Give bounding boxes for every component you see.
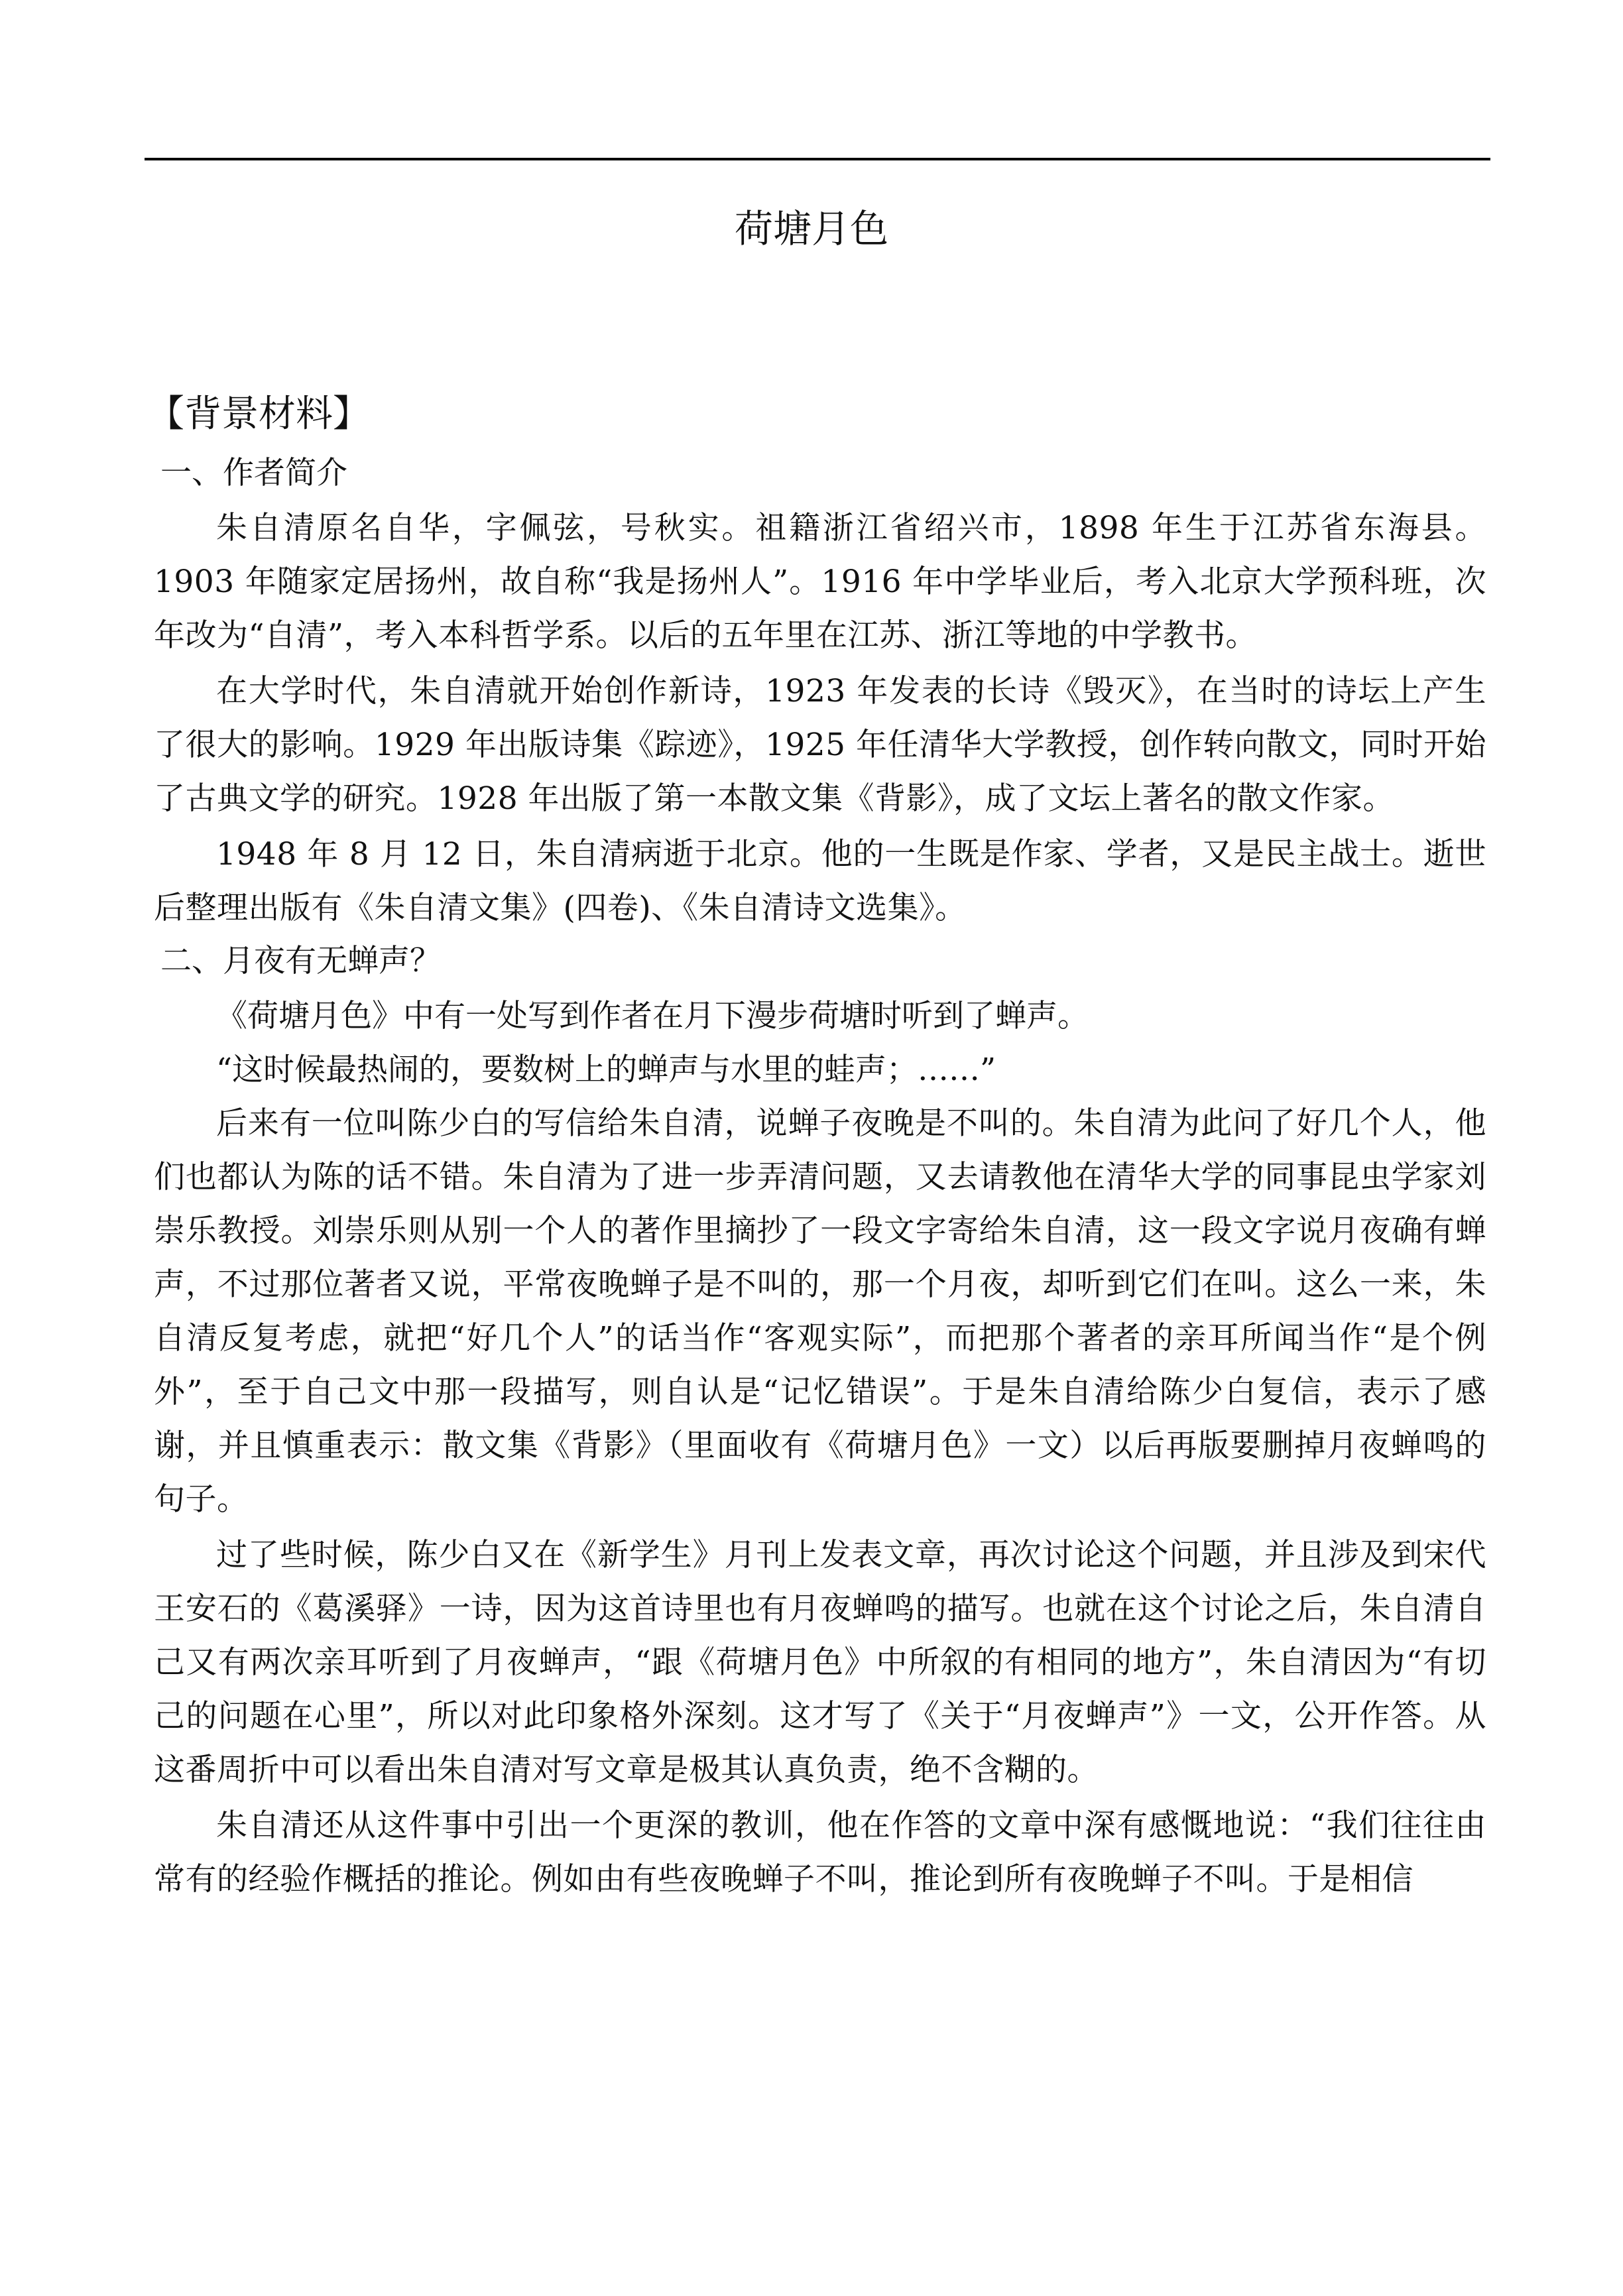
cicada-question-heading: 二、月夜有无蝉声？ [160,943,441,979]
document-title: 荷塘月色 [734,206,888,251]
document-body [147,385,1486,1906]
section-heading-background: 【背景材料】 [147,393,370,436]
header-rule [145,158,1490,160]
cicada-paragraph: 朱自清还从这件事中引出一个更深的教训，他在作答的文章中深有感慨地说：“我们往往由常有的经验作概括的推论。例如由有些夜晚蝉子不叫，推论到所有夜晚蝉子不叫。于是相信 [154,1807,1486,1898]
cicada-paragraph: 后来有一位叫陈少白的写信给朱自清，说蝉子夜晚是不叫的。朱自清为此问了好几个人，他们也都认为陈的话不错。朱自清为了进一步弄清问题，又去请教他在清华大学的同事昆虫学家刘崇乐教授。刘崇乐则从别一个人的著作里摘抄了一段文字寄给朱自清，这一段文字说月夜确有蝉声，不过那位著者又说，平常夜晚蝉子是不叫的，那一个月夜，却听到它们在叫。这么一来，朱自清反复考虑，就把“好几个人”的话当作“客观实际”，而把那个著者的亲耳所闻当作“是个例外”，至于自己文中那一段描写，则自认是“记忆错误”。于是朱自清给陈少白复信，表示了感谢，并且慎重表示：散文集《背影》（里面收有《荷塘月色》一文）以后再版要删掉月夜蝉鸣的句子。 [154,1105,1486,1518]
cicada-quote-line: “这时候最热闹的，要数树上的蝉声与水里的蛙声；……” [216,1052,996,1088]
cicada-paragraph: 过了些时候，陈少白又在《新学生》月刊上发表文章，再次讨论这个问题，并且涉及到宋代王安石的《葛溪驿》一诗，因为这首诗里也有月夜蝉鸣的描写。也就在这个讨论之后，朱自清自己又有两次亲耳听到了月夜蝉声，“跟《荷塘月色》中所叙的有相同的地方”，朱自清因为“有切己的问题在心里”，所以对此印象格外深刻。这才写了《关于“月夜蝉声”》一文，公开作答。从这番周折中可以看出朱自清对写文章是极其认真负责，绝不含糊的。 [154,1537,1486,1788]
author-intro-paragraph: 1948 年 8 月 12 日，朱自清病逝于北京。他的一生既是作家、学者，又是民主战士。逝世后整理出版有《朱自清文集》(四卷)、《朱自清诗文选集》。 [154,836,1486,926]
cicada-intro-line: 《荷塘月色》中有一处写到作者在月下漫步荷塘时听到了蝉声。 [216,998,1089,1034]
author-intro-paragraph: 在大学时代，朱自清就开始创作新诗，1923 年发表的长诗《毁灭》，在当时的诗坛上产生了很大的影响。1929 年出版诗集《踪迹》，1925 年任清华大学教授，创作转向散文，同时开始了古典文学的研究。1928 年出版了第一本散文集《背影》，成了文坛上著名的散文作家。 [154,673,1486,817]
author-intro-heading: 一、作者简介 [160,455,347,491]
author-intro-paragraph: 朱自清原名自华，字佩弦，号秋实。祖籍浙江省绍兴市，1898 年生于江苏省东海县。1903 年随家定居扬州，故自称“我是扬州人”。1916 年中学毕业后，考入北京大学预科班，次年改为“自清”，考入本科哲学系。以后的五年里在江苏、浙江等地的中学教书。 [154,510,1486,654]
